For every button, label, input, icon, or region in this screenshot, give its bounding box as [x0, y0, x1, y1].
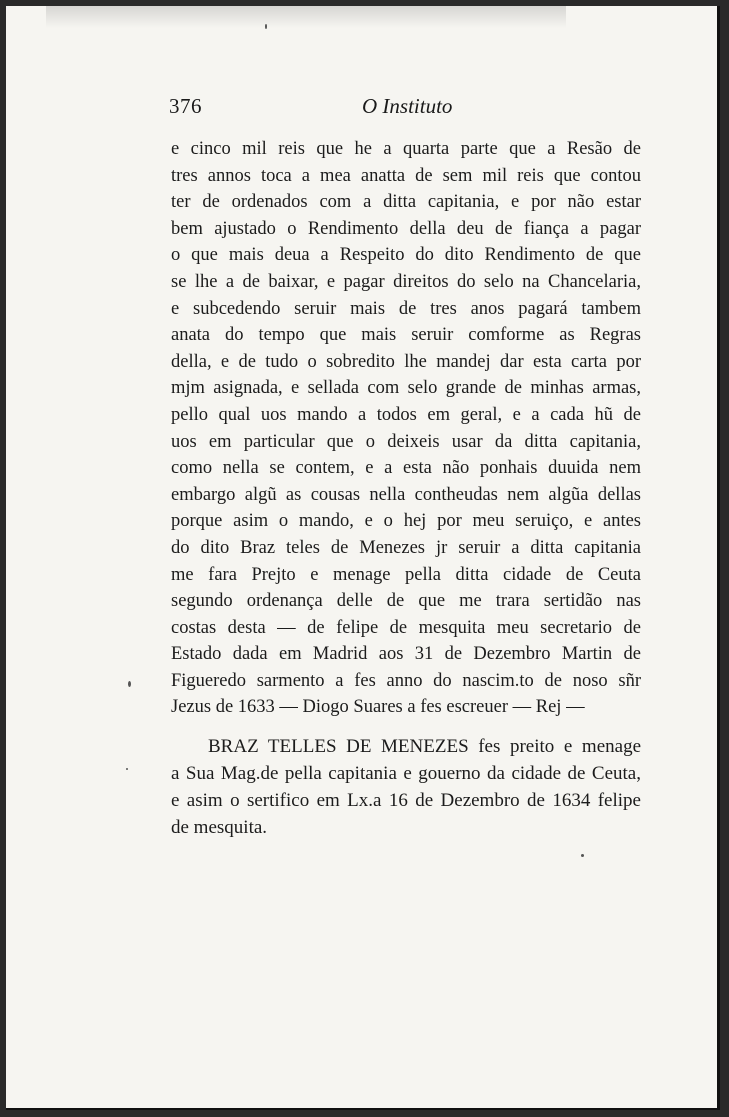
- body-line: della, e de tudo o sobredito lhe mandej dar esta carta por: [171, 351, 641, 372]
- scan-speck: [265, 24, 267, 29]
- scan-smudge: [46, 6, 566, 28]
- body-line: como nella se contem, e a esta não ponhais duuida nem: [171, 458, 641, 479]
- closing-line: e asim o sertifico em Lx.a 16 de Dezembro de 1634 felipe: [171, 790, 641, 811]
- body-line: anata do tempo que mais seruir comforme as Regras: [171, 325, 641, 346]
- body-line: embargo algũ as cousas nella contheudas nem algũa dellas: [171, 484, 641, 505]
- closing-line: de mesquita.: [171, 817, 268, 838]
- page-header: [6, 92, 717, 122]
- body-line: o que mais deua a Respeito do dito Rendimento de que: [171, 245, 641, 266]
- closing-paragraph: [171, 733, 641, 841]
- page-number: 376: [169, 94, 202, 118]
- book-page: [6, 6, 720, 1110]
- running-title: O Instituto: [362, 94, 453, 118]
- body-line: costas desta — de felipe de mesquita meu secretario de: [171, 617, 641, 638]
- body-line: do dito Braz teles de Menezes jr seruir a ditta capitania: [171, 537, 641, 558]
- body-line: ter de ordenados com a ditta capitania, e por não estar: [171, 192, 641, 213]
- scan-speck: [126, 768, 128, 770]
- scan-speck: [128, 681, 131, 687]
- closing-line: a Sua Mag.de pella capitania e gouerno da cidade de Ceuta,: [171, 763, 641, 784]
- body-line: Figueredo sarmento a fes anno do nascim.to de noso sñr: [171, 670, 641, 691]
- body-line: Estado dada em Madrid aos 31 de Dezembro Martin de: [171, 644, 641, 665]
- body-line: bem ajustado o Rendimento della deu de fiança a pagar: [171, 218, 641, 239]
- body-line: me fara Prejto e menage pella ditta cidade de Ceuta: [171, 564, 641, 585]
- body-line: tres annos toca a mea anatta de sem mil reis que contou: [171, 165, 641, 186]
- body-line: e cinco mil reis que he a quarta parte que a Resão de: [171, 139, 641, 159]
- body-line: uos em particular que o deixeis usar da ditta capitania,: [171, 431, 641, 452]
- body-paragraph: [171, 136, 641, 721]
- body-line: porque asim o mando, e o hej por meu seruiço, e antes: [171, 511, 641, 532]
- closing-line: BRAZ TELLES DE MENEZES fes preito e menage: [208, 736, 641, 757]
- scan-speck: [581, 854, 584, 857]
- body-line: e subcedendo seruir mais de tres anos pagará tambem: [171, 298, 641, 319]
- body-line: se lhe a de baixar, e pagar direitos do selo na Chancelaria,: [171, 271, 641, 292]
- body-line: mjm asignada, e sellada com selo grande de minhas armas,: [171, 378, 641, 399]
- body-line: Jezus de 1633 — Diogo Suares a fes escreuer — Rej —: [171, 697, 585, 718]
- body-line: pello qual uos mando a todos em geral, e a cada hũ de: [171, 404, 641, 425]
- body-line: segundo ordenança delle de que me trara sertidão nas: [171, 591, 641, 612]
